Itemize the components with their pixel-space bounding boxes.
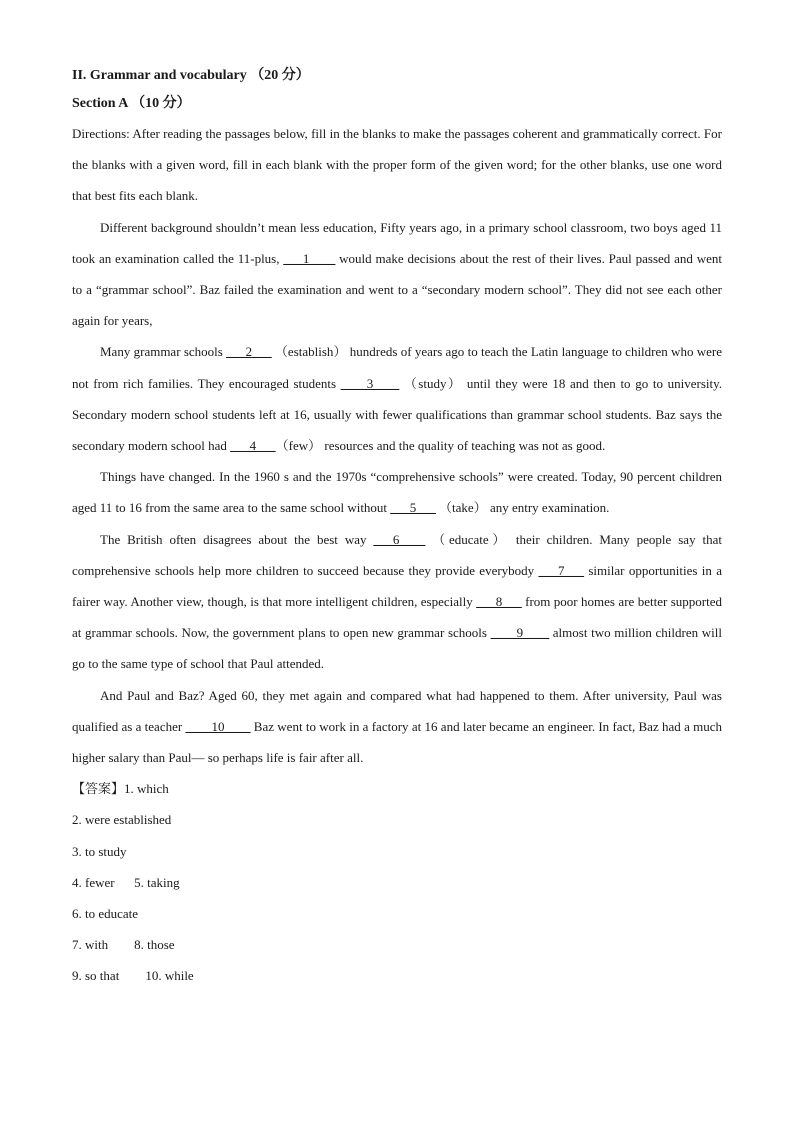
answer-item: 1. which (124, 781, 169, 797)
part-title: II. Grammar and vocabulary （20 分） (72, 68, 310, 83)
answer-line (72, 836, 722, 867)
paragraph-1 (72, 212, 722, 337)
answer-line (72, 898, 722, 929)
answer-line (72, 867, 722, 898)
blank-7: ___7___ (538, 562, 585, 578)
answer-item: 6. to educate (72, 906, 139, 922)
paragraph-3 (72, 461, 722, 523)
document-page (72, 62, 722, 992)
blank-6: ___6____ (373, 531, 426, 547)
blank-4: ___4___ (230, 438, 276, 454)
paragraph-text: Things have changed. In the 1960 s and the 1970s “comprehensive schools” were created. Today, 90 percent children aged 11 to 16 from the same area to the same school without (72, 469, 722, 516)
directions: Directions: After reading the passages below, fill in the blanks to make the passages coherent and grammatically correct. For the blanks with a given word, fill in each blank with the proper form of the given word; for the other blanks, use one word that best fits each blank. (72, 126, 722, 204)
blank-9: ____9____ (490, 625, 550, 641)
blank-1: ___1____ (283, 250, 336, 266)
blank-3: ____3____ (340, 375, 400, 391)
paragraph-text: （take） any entry examination. (435, 500, 610, 516)
blank-10: ____10____ (185, 718, 251, 734)
paragraph-text: Many grammar schools (100, 344, 227, 360)
paragraph-text: （study） until they were 18 and then to go to university. Secondary modern school students left at 16, usually with fewer qualifications than grammar school students. Baz says the secondary modern school had (72, 375, 723, 454)
paragraph-5 (72, 680, 722, 774)
answer-line (72, 804, 722, 835)
answer-item: 10. while (145, 968, 194, 984)
answer-line (72, 773, 722, 804)
answer-line (72, 960, 722, 991)
paragraph-text: almost two million children will go to the same type of school that Paul attended. (72, 625, 722, 672)
paragraph-text: （few） resources and the quality of teaching was not as good. (275, 438, 606, 454)
answer-item: 2. were established (72, 812, 172, 828)
paragraph-text: from poor homes are better supported at grammar schools. Now, the government plans to open new grammar schools (72, 594, 722, 641)
paragraph-text: （establish） hundreds of years ago to teach the Latin language to children who were not from rich families. They encouraged students (72, 344, 722, 391)
answer-item: 3. to study (72, 843, 127, 859)
answer-item: 7. with (72, 937, 109, 953)
blank-2: ___2___ (226, 344, 272, 360)
answer-item: 4. fewer (72, 874, 115, 890)
paragraph-text: Different background shouldn’t mean less education, Fifty years ago, in a primary school classroom, two boys aged 11 took an examination called the 11-plus, (72, 219, 722, 266)
answer-item: 8. those (134, 937, 175, 953)
paragraph-text: The British often disagrees about the best way (100, 531, 374, 547)
paragraph-4 (72, 524, 722, 680)
paragraph-text: And Paul and Baz? Aged 60, they met again and compared what had happened to them. After university, Paul was qualified as a teacher (72, 687, 722, 734)
paragraph-text: Baz went to work in a factory at 16 and later became an engineer. In fact, Baz had a much higher salary than Paul— so perhaps life is fair after all. (72, 718, 723, 766)
answer-label: 【答案】 (72, 781, 125, 797)
paragraph-text: （educate） their children. Many people say that comprehensive schools help more children to succeed because they provide everybody (72, 531, 722, 578)
paragraph-2 (72, 336, 722, 461)
section-title: Section A （10 分） (72, 96, 191, 111)
answer-item: 5. taking (134, 874, 180, 890)
paragraph-text: would make decisions about the rest of their lives. Paul passed and went to a “grammar school”. Baz failed the examination and went to a “secondary modern school”. They did not see each other again for years, (72, 250, 722, 329)
answer-item: 9. so that (72, 968, 120, 984)
blank-5: ___5___ (390, 500, 436, 516)
paragraph-text: similar opportunities in a fairer way. Another view, though, is that more intelligent children, especially (72, 562, 723, 610)
answer-key (72, 773, 722, 991)
answer-line (72, 929, 722, 960)
blank-8: ___8___ (476, 594, 522, 610)
